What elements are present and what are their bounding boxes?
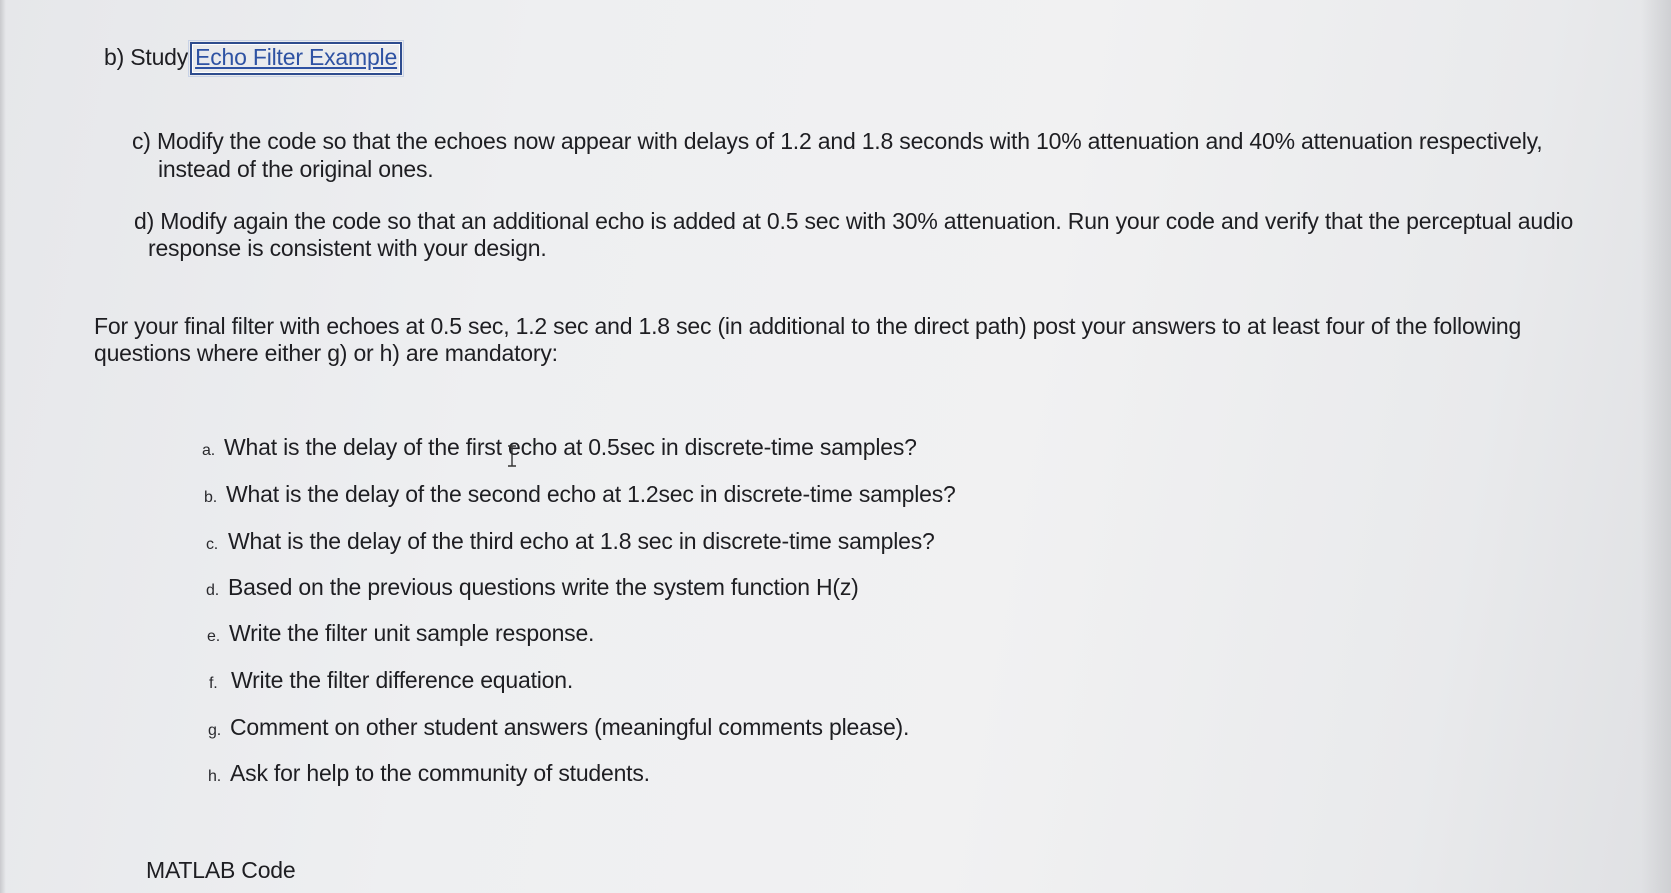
question-text: What is the delay of the second echo at 1.2sec in discrete-time samples? [226, 481, 956, 507]
question-text: Write the filter unit sample response. [229, 620, 595, 646]
text-cursor-icon [505, 445, 519, 467]
item-c-line-2: instead of the original ones. [158, 156, 434, 182]
question-text: Ask for help to the community of students. [230, 760, 650, 786]
question-marker: c. [206, 536, 219, 553]
question-item [209, 667, 573, 697]
question-marker: h. [208, 768, 221, 785]
echo-filter-example-link[interactable]: Echo Filter Example [190, 42, 402, 75]
matlab-code-heading: MATLAB Code [146, 857, 296, 883]
item-d-line-2: response is consistent with your design. [148, 235, 547, 261]
study-prefix: b) Study [104, 44, 189, 70]
question-marker: d. [206, 582, 219, 599]
question-marker: b. [204, 489, 217, 506]
question-item [202, 434, 917, 464]
screen-left-edge [0, 0, 6, 893]
question-item [206, 574, 859, 604]
question-item [208, 760, 650, 790]
question-item [206, 528, 935, 558]
item-c-line-1: c) Modify the code so that the echoes now appear with delays of 1.2 and 1.8 seconds with 10% attenuation and 40% attenuation respectively, [132, 128, 1543, 154]
intro-line-2: questions where either g) or h) are mandatory: [94, 340, 558, 366]
item-d-line-1: d) Modify again the code so that an additional echo is added at 0.5 sec with 30% attenuation. Run your code and verify that the perceptual audio [134, 208, 1574, 234]
question-item [208, 714, 909, 744]
question-text: What is the delay of the first echo at 0.5sec in discrete-time samples? [224, 434, 917, 460]
question-text: What is the delay of the third echo at 1.8 sec in discrete-time samples? [228, 528, 935, 554]
question-marker: g. [208, 722, 221, 739]
question-marker: e. [207, 628, 220, 645]
study-instruction [104, 42, 402, 75]
question-item [204, 481, 956, 511]
intro-line-1: For your final filter with echoes at 0.5 sec, 1.2 sec and 1.8 sec (in additional to the direct path) post your answers to at least four of the following [94, 313, 1522, 339]
question-text: Write the filter difference equation. [231, 667, 574, 693]
question-text: Based on the previous questions write the system function H(z) [228, 574, 859, 600]
question-text: Comment on other student answers (meaningful comments please). [230, 714, 910, 740]
question-item [207, 620, 594, 650]
question-marker: f. [209, 675, 218, 692]
question-marker: a. [202, 442, 215, 459]
screen-right-edge [1641, 0, 1671, 893]
